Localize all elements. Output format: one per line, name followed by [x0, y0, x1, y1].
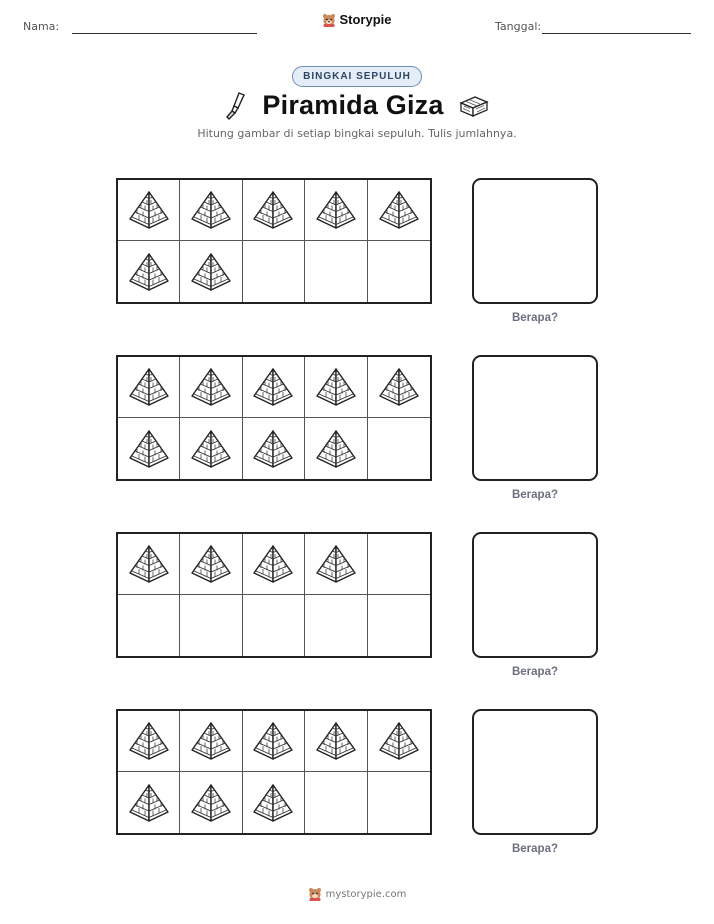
frame-cell-empty — [305, 241, 367, 302]
frame-cell-filled — [118, 772, 180, 833]
stone-block-icon — [458, 93, 490, 119]
pyramid-icon — [314, 189, 358, 231]
category-badge: BINGKAI SEPULUH — [292, 66, 422, 87]
frame-cell-empty — [368, 595, 430, 656]
pyramid-icon — [189, 366, 233, 408]
ten-frame — [116, 178, 432, 304]
frame-cell-empty — [368, 772, 430, 833]
frame-cell-empty — [368, 241, 430, 302]
pyramid-icon — [127, 720, 171, 762]
answer-label: Berapa? — [511, 489, 559, 501]
answer-label: Berapa? — [511, 666, 559, 678]
frame-cell-filled — [305, 418, 367, 479]
pyramid-icon — [189, 189, 233, 231]
frame-cell-filled — [118, 418, 180, 479]
instructions: Hitung gambar di setiap bingkai sepuluh. Tulis jumlahnya. — [197, 127, 517, 140]
footer-url: mystorypie.com — [325, 888, 407, 900]
pyramid-icon — [189, 720, 233, 762]
frame-cell-filled — [305, 357, 367, 418]
pyramid-icon — [251, 366, 295, 408]
pyramid-icon — [314, 720, 358, 762]
brand-name: Storypie — [339, 12, 392, 27]
pyramid-icon — [127, 782, 171, 824]
pyramid-icon — [127, 251, 171, 293]
storypie-footer-logo-icon — [308, 887, 322, 901]
frame-cell-filled — [180, 357, 242, 418]
ten-frame — [116, 709, 432, 835]
frame-cell-empty — [368, 418, 430, 479]
frame-cell-filled — [243, 534, 305, 595]
frame-cell-filled — [368, 357, 430, 418]
frame-cell-filled — [180, 772, 242, 833]
frame-cell-filled — [243, 180, 305, 241]
frame-cell-filled — [368, 711, 430, 772]
frame-cell-empty — [368, 534, 430, 595]
pyramid-icon — [127, 366, 171, 408]
chisel-icon — [224, 91, 248, 121]
ten-frame — [116, 532, 432, 658]
frame-cell-filled — [180, 418, 242, 479]
name-line[interactable] — [72, 33, 257, 34]
frame-cell-filled — [305, 711, 367, 772]
pyramid-icon — [314, 428, 358, 470]
frame-cell-filled — [118, 357, 180, 418]
frame-cell-filled — [243, 772, 305, 833]
pyramid-icon — [189, 782, 233, 824]
frame-cell-empty — [243, 595, 305, 656]
storypie-logo-icon — [322, 13, 336, 27]
pyramid-icon — [189, 543, 233, 585]
pyramid-icon — [377, 720, 421, 762]
answer-label: Berapa? — [511, 312, 559, 324]
pyramid-icon — [127, 428, 171, 470]
frame-cell-empty — [118, 595, 180, 656]
frame-cell-filled — [368, 180, 430, 241]
pyramid-icon — [377, 189, 421, 231]
answer-box[interactable] — [472, 178, 598, 304]
pyramid-icon — [127, 189, 171, 231]
pyramid-icon — [251, 189, 295, 231]
pyramid-icon — [251, 720, 295, 762]
frame-cell-filled — [305, 534, 367, 595]
pyramid-icon — [127, 543, 171, 585]
frame-cell-empty — [243, 241, 305, 302]
frame-cell-filled — [118, 534, 180, 595]
pyramid-icon — [189, 251, 233, 293]
answer-box[interactable] — [472, 532, 598, 658]
frame-cell-filled — [243, 357, 305, 418]
pyramid-icon — [377, 366, 421, 408]
frame-cell-filled — [243, 418, 305, 479]
pyramid-icon — [251, 543, 295, 585]
frame-cell-filled — [305, 180, 367, 241]
frame-cell-filled — [118, 711, 180, 772]
frame-cell-empty — [305, 595, 367, 656]
date-label: Tanggal: — [495, 20, 542, 33]
answer-box[interactable] — [472, 355, 598, 481]
name-label: Nama: — [23, 20, 60, 33]
frame-cell-filled — [118, 241, 180, 302]
page-title: Piramida Giza — [262, 90, 444, 120]
frame-cell-filled — [180, 534, 242, 595]
answer-box[interactable] — [472, 709, 598, 835]
pyramid-icon — [314, 366, 358, 408]
frame-cell-filled — [180, 180, 242, 241]
frame-cell-filled — [180, 241, 242, 302]
frame-cell-empty — [305, 772, 367, 833]
frame-cell-filled — [118, 180, 180, 241]
pyramid-icon — [189, 428, 233, 470]
answer-label: Berapa? — [511, 843, 559, 855]
frame-cell-filled — [180, 711, 242, 772]
pyramid-icon — [251, 428, 295, 470]
frame-cell-filled — [243, 711, 305, 772]
brand — [0, 12, 714, 32]
frame-cell-empty — [180, 595, 242, 656]
date-line[interactable] — [542, 33, 691, 34]
ten-frame — [116, 355, 432, 481]
pyramid-icon — [314, 543, 358, 585]
pyramid-icon — [251, 782, 295, 824]
